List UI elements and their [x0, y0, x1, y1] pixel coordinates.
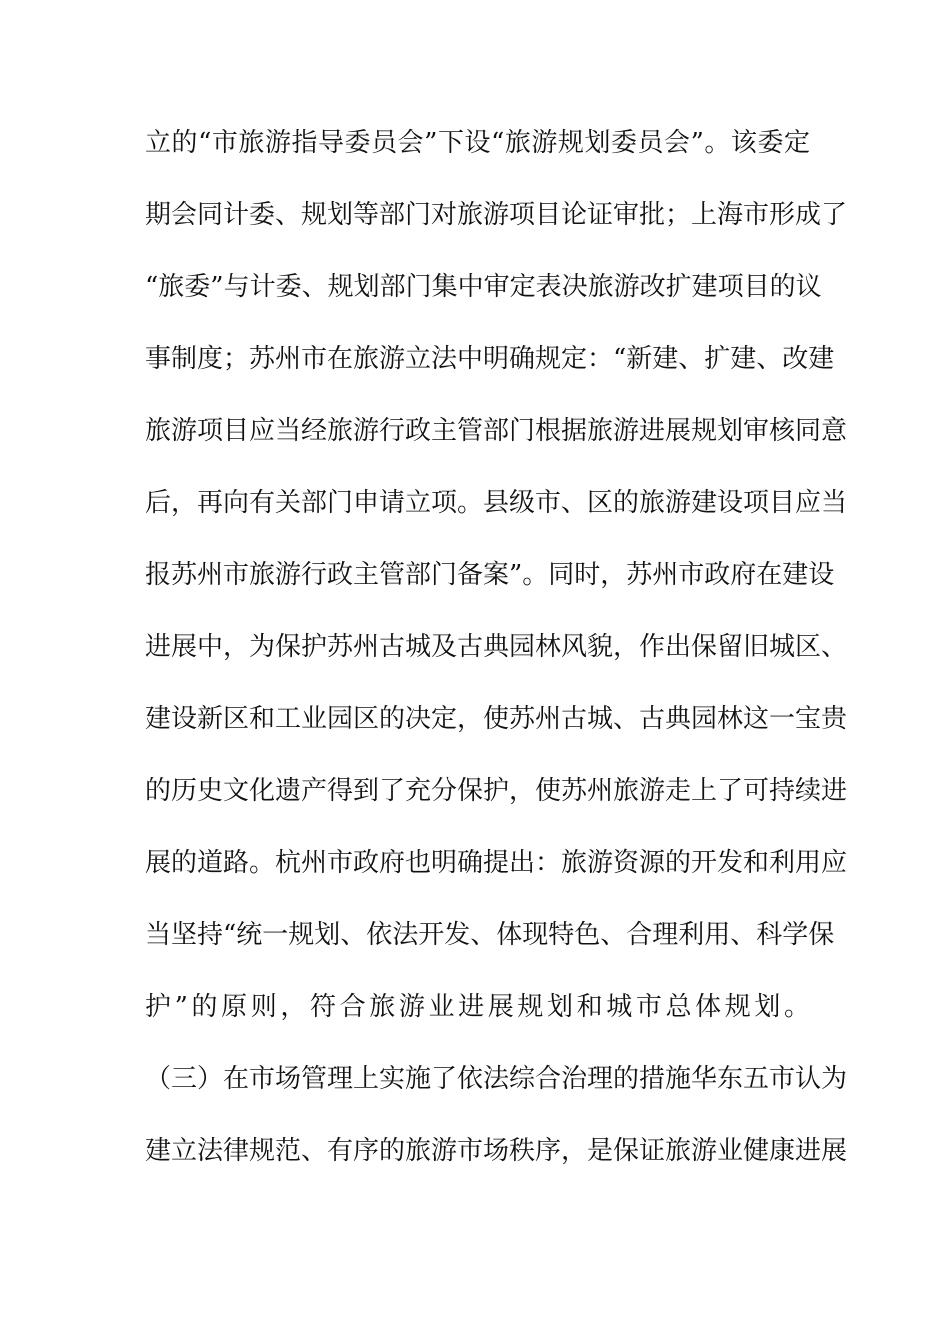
text-line: 护”的原则，符合旅游业进展规划和城市总体规划。: [145, 992, 810, 1022]
text-line: 报苏州市旅游行政主管部门备案”。同时，苏州市政府在建设: [145, 560, 835, 590]
text-line: “旅委”与计委、规划部门集中审定表决旅游改扩建项目的议: [145, 272, 822, 302]
text-line: 后，再向有关部门申请立项。县级市、区的旅游建设项目应当: [145, 488, 848, 518]
text-line: 进展中，为保护苏州古城及古典园林风貌，作出保留旧城区、: [145, 632, 848, 662]
body-text: [145, 128, 848, 1210]
text-line: 旅游项目应当经旅游行政主管部门根据旅游进展规划审核同意: [145, 416, 848, 446]
text-line: 事制度；苏州市在旅游立法中明确规定：“新建、扩建、改建: [145, 344, 835, 374]
text-line: 当坚持“统一规划、依法开发、体现特色、合理利用、科学保: [145, 920, 835, 950]
section-heading-line: （三）在市场管理上实施了依法综合治理的措施华东五市认为: [145, 1064, 848, 1094]
text-line: 的历史文化遗产得到了充分保护，使苏州旅游走上了可持续进: [145, 776, 848, 806]
text-line: 建设新区和工业园区的决定，使苏州古城、古典园林这一宝贵: [145, 704, 848, 734]
text-line: 期会同计委、规划等部门对旅游项目论证审批；上海市形成了: [145, 200, 848, 230]
text-line: 立的“市旅游指导委员会”下设“旅游规划委员会”。该委定: [145, 128, 810, 158]
text-line: 建立法律规范、有序的旅游市场秩序，是保证旅游业健康进展: [145, 1136, 848, 1166]
text-line: 展的道路。杭州市政府也明确提出：旅游资源的开发和利用应: [145, 848, 848, 878]
